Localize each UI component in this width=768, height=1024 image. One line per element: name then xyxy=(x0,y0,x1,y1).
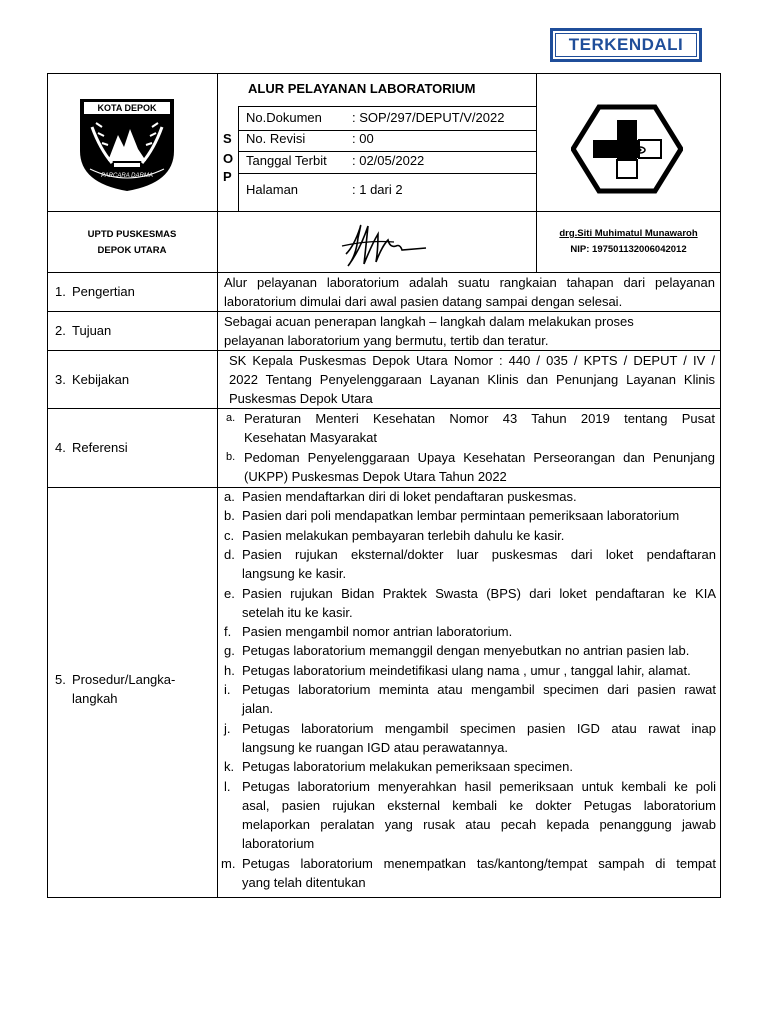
prosedur-item-text: Pasien mendaftarkan diri di loket pendaftaran puskesmas. xyxy=(242,489,577,504)
field-label-no-revisi: No. Revisi xyxy=(246,131,306,146)
org-name-line1: UPTD PUSKESMAS xyxy=(87,229,177,240)
section-4-label: Referensi xyxy=(72,440,128,455)
section-2-number: 2. xyxy=(55,323,66,338)
section-3-number: 3. xyxy=(55,372,66,387)
referensi-item-letter: b. xyxy=(226,451,236,463)
signature xyxy=(338,216,430,274)
prosedur-item-text: Petugas laboratorium mengambil specimen pasien IGD atau rawat inap xyxy=(242,720,716,736)
prosedur-item xyxy=(224,584,716,623)
section-1-label: Pengertian xyxy=(72,284,135,299)
prosedur-item-text: Petugas laboratorium menempatkan tas/kantong/tempat sampah di tempat xyxy=(242,855,716,871)
puskesmas-logo xyxy=(571,104,683,194)
prosedur-item-text: Petugas laboratorium melakukan pemeriksaan specimen. xyxy=(242,759,573,775)
kota-depok-logo-text: KOTA DEPOK xyxy=(97,103,157,113)
prosedur-item xyxy=(224,661,716,680)
field-value-no-revisi: : 00 xyxy=(352,131,374,146)
sop-letter-s: S xyxy=(223,131,232,146)
field-label-tanggal-terbit: Tanggal Terbit xyxy=(246,153,327,168)
prosedur-item-letter: e. xyxy=(224,585,235,601)
prosedur-item-text: langsung ke ruangan IGD atau perawatannya. xyxy=(242,739,508,755)
sop-letter-o: O xyxy=(223,151,234,166)
kebijakan-line-2: 2022 Tentang Penyelenggaraan Layanan Klinis dan Penunjang Layanan Klinis xyxy=(229,372,715,387)
referensi-item-letter: a. xyxy=(226,412,236,424)
prosedur-item xyxy=(221,854,716,893)
prosedur-item-letter: j. xyxy=(224,720,231,736)
kebijakan-line-1: SK Kepala Puskesmas Depok Utara Nomor : 440 / 035 / KPTS / DEPUT / IV / xyxy=(229,353,715,368)
referensi-item-b-line-2: (UKPP) Puskesmas Depok Utara Tahun 2022 xyxy=(244,469,507,484)
field-value-halaman: : 1 dari 2 xyxy=(352,182,403,197)
prosedur-item xyxy=(224,719,716,758)
pengertian-line-1: Alur pelayanan laboratorium adalah suatu rangkaian tahapan dari pelayanan xyxy=(224,275,715,290)
prosedur-item-letter: m. xyxy=(221,855,236,871)
tujuan-line-2: pelayanan laboratorium yang bermutu, tertib dan teratur. xyxy=(224,333,549,348)
prosedur-item-text: Pasien dari poli mendapatkan lembar permintaan pemeriksaan laboratorium xyxy=(242,508,680,524)
field-label-no-dokumen: No.Dokumen xyxy=(246,110,322,125)
kota-depok-logo-motto: PARCARA DARMA xyxy=(101,173,153,179)
prosedur-item-text: Petugas laboratorium meminta atau mengambil specimen dari pasien rawat xyxy=(242,682,716,697)
prosedur-item-letter: l. xyxy=(224,778,231,794)
prosedur-item-text: asal, pasien rujukan eksternal kembali ke dokter Petugas laboratorium xyxy=(242,797,716,813)
prosedur-item-letter: g. xyxy=(224,643,235,659)
referensi-item-a-line-2: Kesehatan Masyarakat xyxy=(244,430,377,445)
field-value-no-dokumen: : SOP/297/DEPUT/V/2022 xyxy=(352,110,505,125)
terkendali-stamp: TERKENDALI xyxy=(550,28,702,62)
field-value-tanggal-terbit: : 02/05/2022 xyxy=(352,153,425,168)
prosedur-item xyxy=(224,506,716,525)
section-5-number: 5. xyxy=(55,672,66,687)
referensi-item-a-line-1: Peraturan Menteri Kesehatan Nomor 43 Tahun 2019 tentang Pusat xyxy=(244,411,715,426)
pengertian-line-2: laboratorium dimulai dari awal pasien datang sampai dengan selesai. xyxy=(224,294,623,309)
kebijakan-line-3: Puskesmas Depok Utara xyxy=(229,391,373,406)
org-name-line2: DEPOK UTARA xyxy=(97,245,167,256)
signer-nip: NIP: 197501132006042012 xyxy=(570,244,687,255)
prosedur-item-text: Petugas laboratorium meindetifikasi ulang nama , umur , tanggal lahir, alamat. xyxy=(242,662,691,678)
section-3-label: Kebijakan xyxy=(72,372,130,387)
prosedur-item-text: yang telah ditentukan xyxy=(242,874,366,890)
signer-name: drg.Siti Muhimatul Munawaroh xyxy=(559,228,698,239)
prosedur-item xyxy=(224,777,716,854)
referensi-item-b-line-1: Pedoman Penyelenggaraan Upaya Kesehatan Perseorangan dan Penunjang xyxy=(244,450,715,465)
prosedur-item-letter: c. xyxy=(224,527,235,543)
prosedur-item-text: Petugas laboratorium menyerahkan hasil pemeriksaan untuk kembali ke poli xyxy=(242,778,716,794)
prosedur-item xyxy=(224,680,716,719)
prosedur-item-letter: a. xyxy=(224,489,235,504)
prosedur-item-text: Pasien mengambil nomor antrian laboratorium. xyxy=(242,624,513,640)
tujuan-line-1: Sebagai acuan penerapan langkah – langkah dalam melakukan proses xyxy=(224,314,634,329)
prosedur-item xyxy=(224,487,716,506)
prosedur-item-text: Pasien melakukan pembayaran terlebih dahulu ke kasir. xyxy=(242,527,565,543)
prosedur-item-letter: k. xyxy=(224,759,235,775)
prosedur-item xyxy=(224,622,716,641)
prosedur-item xyxy=(224,757,716,776)
sop-letter-p: P xyxy=(223,169,232,184)
section-5-label-line-1: Prosedur/Langka- xyxy=(72,672,176,687)
section-5-label-line-2: langkah xyxy=(72,691,118,706)
prosedur-item xyxy=(224,641,716,660)
prosedur-item-letter: f. xyxy=(224,624,232,640)
prosedur-item xyxy=(224,545,716,584)
prosedur-item xyxy=(224,526,716,545)
section-2-label: Tujuan xyxy=(72,323,112,338)
kota-depok-logo xyxy=(78,99,176,191)
prosedur-item-text: Pasien rujukan Bidan Praktek Swasta (BPS) dari loket pendaftaran ke KIA xyxy=(242,585,716,601)
section-1-number: 1. xyxy=(55,284,66,299)
prosedur-item-letter: h. xyxy=(224,662,235,678)
prosedur-item-letter: d. xyxy=(224,546,235,562)
prosedur-item-text: melaporkan peralatan yang rusak atau pecah kepada penanggung jawab xyxy=(242,817,716,833)
prosedur-item-text: Petugas laboratorium memanggil dengan menyebutkan no antrian pasien lab. xyxy=(242,643,690,659)
prosedur-item-text: Pasien rujukan eksternal/dokter luar puskesmas dari loket pendaftaran xyxy=(242,546,716,562)
field-label-halaman: Halaman xyxy=(246,182,299,197)
document-title: ALUR PELAYANAN LABORATORIUM xyxy=(248,81,476,96)
prosedur-item-letter: i. xyxy=(224,682,231,697)
prosedur-item-text: langsung ke kasir. xyxy=(242,566,347,582)
prosedur-item-text: jalan. xyxy=(242,701,274,717)
prosedur-item-letter: b. xyxy=(224,508,235,524)
prosedur-item-text: laboratorium xyxy=(242,836,315,852)
section-4-number: 4. xyxy=(55,440,66,455)
prosedur-item-text: setelah itu ke kasir. xyxy=(242,604,353,620)
